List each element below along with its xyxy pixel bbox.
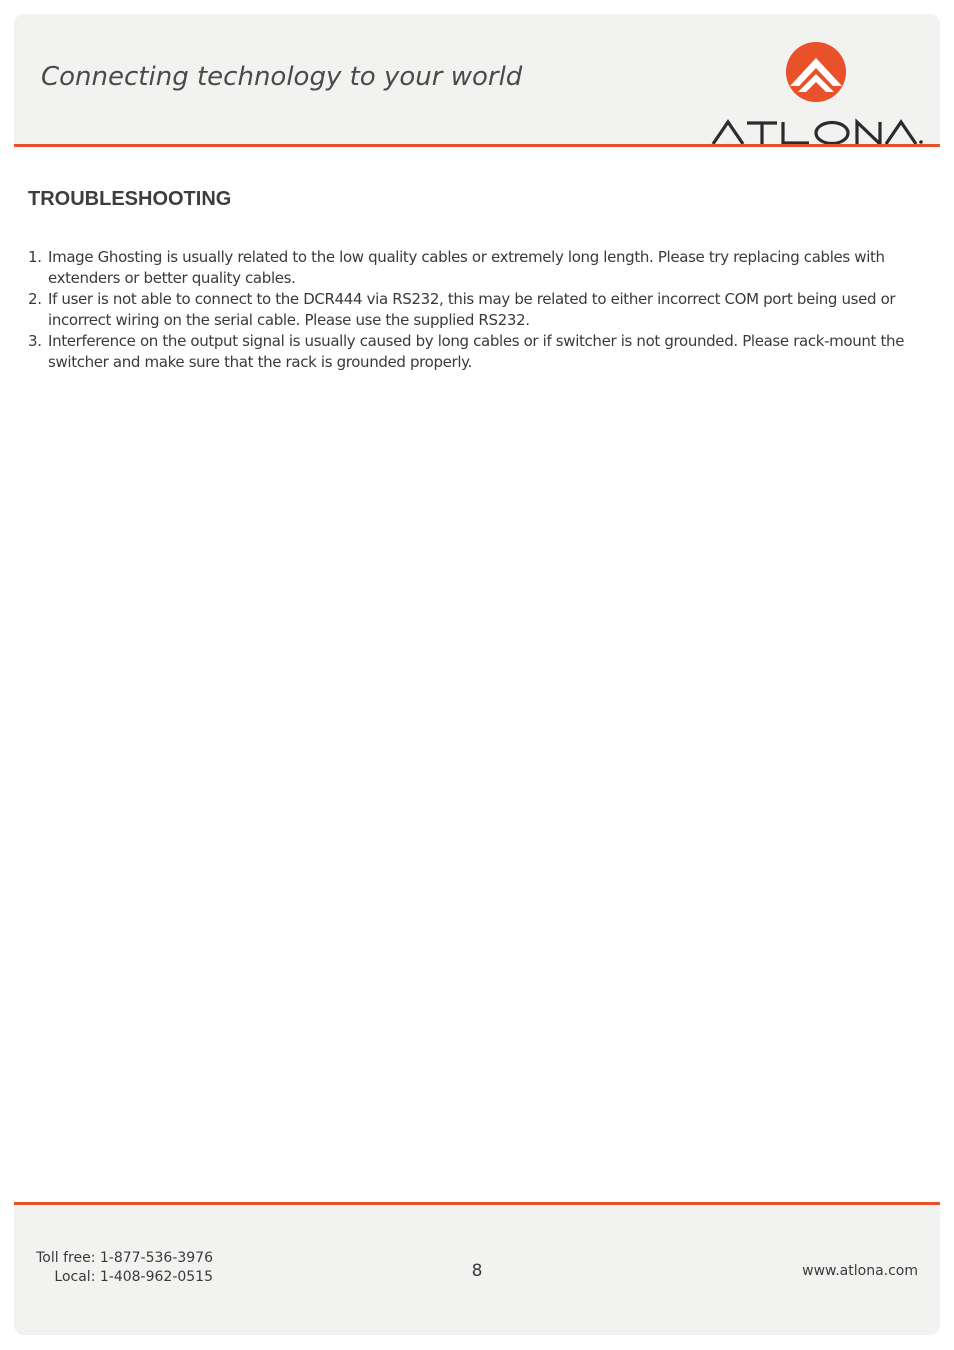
atlona-logo-icon: [697, 36, 927, 148]
website-link[interactable]: www.atlona.com: [802, 1263, 918, 1279]
list-item-number: 1.: [28, 248, 42, 266]
section-title: TROUBLESHOOTING: [28, 188, 232, 210]
local-number: Local: 1-408-962-0515: [54, 1269, 213, 1285]
list-item-text: Image Ghosting is usually related to the low quality cables or extremely long length. Please try replacing cables with extenders or better quality cables.: [48, 248, 885, 287]
list-item-number: 2.: [28, 290, 42, 308]
page-footer: [14, 1205, 940, 1335]
toll-free-number: Toll free: 1-877-536-3976: [36, 1250, 213, 1266]
troubleshooting-list: [28, 247, 928, 373]
header-divider: [14, 144, 940, 147]
list-item-number: 3.: [28, 332, 42, 350]
list-item-text: Interference on the output signal is usually caused by long cables or if switcher is not grounded. Please rack-mount the switcher and make sure that the rack is grounded properly.: [48, 332, 905, 371]
list-item: [28, 289, 928, 331]
page-header: [14, 14, 940, 144]
list-item-text: If user is not able to connect to the DCR444 via RS232, this may be related to either incorrect COM port being used or incorrect wiring on the serial cable. Please use the supplied RS232.: [48, 290, 896, 329]
header-tagline: Connecting technology to your world: [41, 62, 523, 92]
atlona-logo: [697, 36, 927, 148]
page-number: 8: [471, 1261, 483, 1281]
list-item: [28, 247, 928, 289]
list-item: [28, 331, 928, 373]
